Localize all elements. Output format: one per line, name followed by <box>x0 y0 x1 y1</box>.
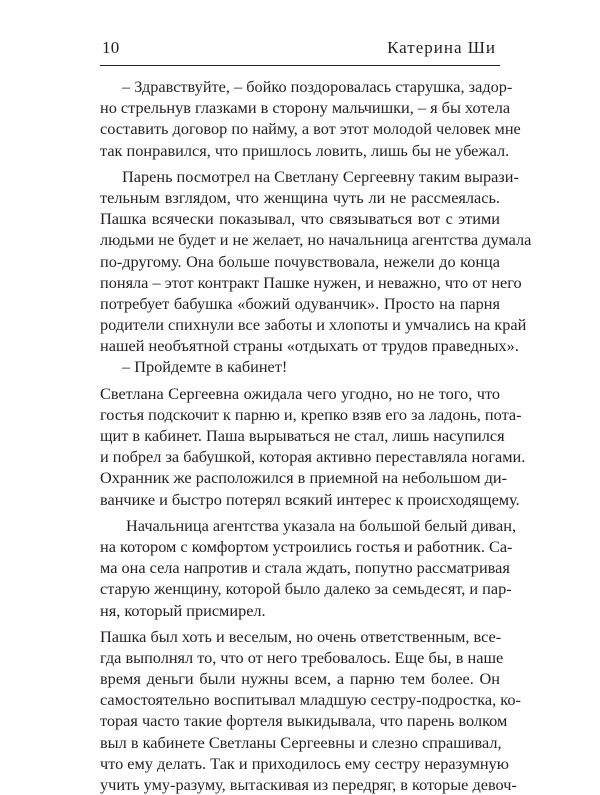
text-line: родители спихнули все заботы и хлопоты и умчались на край <box>100 315 527 335</box>
author-name: Катерина Ши <box>387 38 496 57</box>
text-line: гда выполнял то, что от него требовалось. Еще бы, в наше <box>100 647 504 667</box>
text-line: на котором с комфортом устроились гостья и работник. Са- <box>100 536 513 556</box>
running-header <box>100 38 500 60</box>
text-line: Парень посмотрел на Светлану Сергеевну таким вырази- <box>122 166 519 186</box>
text-line: потребует бабушка «божий одуванчик». Просто на парня <box>100 293 500 313</box>
paragraph <box>100 383 526 510</box>
header-rule <box>100 65 500 66</box>
text-line: но стрельнув глазками в сторону мальчишки, – я бы хотела <box>100 98 511 118</box>
text-line: нашей необъятной страны «отдыхать от трудов праведных». <box>100 336 519 356</box>
paragraph <box>100 356 500 377</box>
text-line: тельным взглядом, что женщина чуть ли не рассмеялась. <box>100 187 500 207</box>
text-line: людьми не будет и не желает, но начальница агентства думала <box>100 230 532 250</box>
text-line: и побрел за бабушкой, которая активно переставляла ногами. <box>100 447 526 467</box>
text-line: время деньги были нужны всем, а парню тем более. Он <box>100 669 500 689</box>
text-line: выл в кабинете Светланы Сергеевны и слезно спрашивал, <box>100 732 502 752</box>
text-line: по-другому. Она больше почувствовала, нежели до конца <box>100 251 500 271</box>
text-line: – Пройдемте в кабинет! <box>122 357 288 377</box>
text-line: учить уму-разуму, вытаскивая из передряг, в которые девоч- <box>100 775 517 794</box>
text-line: Пашка всячески показывал, что связываться вот с этими <box>100 209 500 229</box>
page-number: 10 <box>102 38 120 57</box>
text-line: что ему делать. Так и приходилось ему сестру неразумную <box>100 753 509 773</box>
text-line: ня, который присмирел. <box>100 600 266 620</box>
text-line: ма она села напротив и стала ждать, попутно рассматривая <box>100 558 510 578</box>
text-line: – Здравствуйте, – бойко поздоровалась старушка, задор- <box>122 77 513 96</box>
text-line: составить договор по найму, а вот этот молодой человек мне <box>100 119 521 139</box>
text-line: так понравился, что пришлось ловить, лишь бы не убежал. <box>100 140 510 160</box>
text-line: старую женщину, которой было далеко за семьдесят, и пар- <box>100 579 512 599</box>
text-line: ванчике и быстро потерял всякий интерес к происходящему. <box>100 489 520 509</box>
paragraph <box>100 626 521 795</box>
text-line: Охранник же расположился в приемной на небольшом ди- <box>100 468 508 488</box>
text-line: Начальница агентства указала на большой белый диван, <box>126 515 517 535</box>
text-line: торая часто такие фортеля выкидывала, что парень волком <box>100 711 508 731</box>
body-text <box>100 76 532 795</box>
text-line: Светлана Сергеевна ожидала чего угодно, но не того, что <box>100 383 500 403</box>
text-line: поняла – этот контракт Пашке нужен, и неважно, что от него <box>100 272 522 292</box>
paragraph <box>100 76 521 161</box>
text-line: самостоятельно воспитывал младшую сестру-подростка, ко- <box>100 690 521 710</box>
text-line: Пашка был хоть и веселым, но очень ответственным, все- <box>100 626 502 646</box>
text-line: гостья подскочит к парню и, крепко взяв его за ладонь, пота- <box>100 404 522 424</box>
text-line: щит в кабинет. Паша вырываться не стал, лишь насупился <box>100 426 505 445</box>
paragraph <box>100 515 517 621</box>
paragraph <box>100 166 532 357</box>
